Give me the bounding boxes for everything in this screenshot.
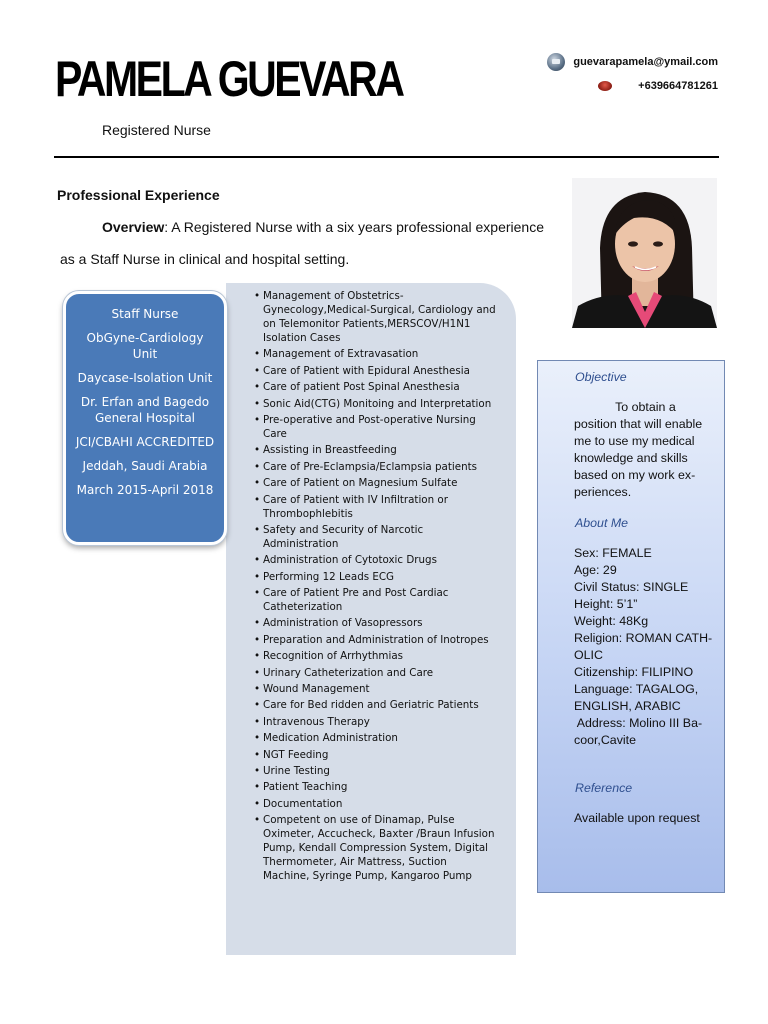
job-card-line: March 2015-April 2018: [76, 483, 214, 497]
about-heading: About Me: [575, 516, 629, 530]
sidebar-text-line: Language: TAGALOG,: [574, 682, 699, 696]
overview-line-1: [102, 219, 544, 235]
header-divider: [54, 156, 719, 158]
job-card-line: Jeddah, Saudi Arabia: [82, 459, 208, 473]
duty-item: • Care of Patient on Magnesium Sulfate: [256, 476, 496, 490]
duty-item: • Management of Obstetrics-Gynecology,Medical-Surgical, Cardiology and on Telemonitor Patients,MERSCOV/H1N1 Isolation Cases: [256, 289, 496, 345]
sidebar-text-line: periences.: [574, 485, 632, 499]
duty-item: • Care of Pre-Eclampsia/Eclampsia patients: [256, 460, 496, 474]
job-card: [63, 291, 227, 545]
duty-item: • Assisting in Breastfeeding: [256, 443, 496, 457]
job-role: Registered Nurse: [102, 122, 211, 138]
duty-item: • Preparation and Administration of Inotropes: [256, 633, 496, 647]
sidebar-text-line: Age: 29: [574, 563, 617, 577]
duty-item: • Pre-operative and Post-operative Nursing Care: [256, 413, 496, 441]
duty-item: • Safety and Security of Narcotic Administration: [256, 523, 496, 551]
about-text: [574, 545, 713, 749]
duty-item: • Sonic Aid(CTG) Monitoing and Interpretation: [256, 397, 496, 411]
job-card-line: Daycase-Isolation Unit: [77, 371, 213, 385]
overview-text-1: : A Registered Nurse with a six years professional experience: [164, 219, 545, 235]
email-text: guevarapamela@ymail.com: [573, 56, 718, 68]
reference-heading: Reference: [575, 781, 633, 795]
duty-item: • Administration of Cytotoxic Drugs: [256, 553, 496, 567]
sidebar-text-line: Sex: FEMALE: [574, 546, 652, 560]
duty-item: • Administration of Vasopressors: [256, 616, 496, 630]
duty-item: • Urine Testing: [256, 764, 496, 778]
duty-item: • Performing 12 Leads ECG: [256, 570, 496, 584]
portrait-image: [572, 178, 717, 328]
duty-item: • Competent on use of Dinamap, Pulse Oximeter, Accucheck, Baxter /Braun Infusion Pump, Kendall Compression System, Digital Thermometer, Air Mattress, Suction Machine, Syringe Pump, Kangaroo Pump: [256, 813, 496, 883]
duty-item: • Medication Administration: [256, 731, 496, 745]
sidebar-text-line: Address: Molino III Ba-: [574, 716, 703, 730]
sidebar-text-line: OLIC: [574, 648, 603, 662]
duty-item: • Care of patient Post Spinal Anesthesia: [256, 380, 496, 394]
duty-item: • Documentation: [256, 797, 496, 811]
job-card-line: JCI/CBAHI ACCREDITED: [75, 435, 215, 449]
duty-item: • Care of Patient Pre and Post Cardiac Catheterization: [256, 586, 496, 614]
duty-item: • Care of Patient with Epidural Anesthesia: [256, 364, 496, 378]
duty-item: • Care for Bed ridden and Geriatric Patients: [256, 698, 496, 712]
phone-icon: [598, 81, 612, 91]
objective-heading: Objective: [575, 370, 627, 384]
overview-line-2: as a Staff Nurse in clinical and hospital setting.: [60, 251, 350, 267]
sidebar-text-line: Citizenship: FILIPINO: [574, 665, 694, 679]
job-card-line: ObGyne-Cardiology Unit: [86, 331, 204, 361]
email-icon: [547, 53, 565, 71]
sidebar-text-line: Height: 5’1”: [574, 597, 638, 611]
applicant-name: PAMELA GUEVARA: [55, 51, 403, 107]
phone-text: +639664781261: [638, 80, 718, 92]
duty-item: • Intravenous Therapy: [256, 715, 496, 729]
section-title-experience: Professional Experience: [57, 187, 220, 203]
sidebar-text-line: knowledge and skills: [574, 451, 688, 465]
duty-item: • NGT Feeding: [256, 748, 496, 762]
overview-label: Overview: [102, 219, 165, 235]
sidebar-text-line: To obtain a: [574, 400, 676, 414]
duty-item: • Patient Teaching: [256, 780, 496, 794]
sidebar-text-line: Civil Status: SINGLE: [574, 580, 689, 594]
objective-text: [574, 399, 710, 501]
sidebar-text-line: coor,Cavite: [574, 733, 636, 747]
job-card-line: Dr. Erfan and Bagedo General Hospital: [80, 395, 210, 425]
sidebar-text-line: position that will enable: [574, 417, 703, 431]
job-card-line: Staff Nurse: [111, 307, 179, 321]
sidebar-text-line: based on my work ex-: [574, 468, 696, 482]
sidebar-text-line: Weight: 48Kg: [574, 614, 649, 628]
duty-item: • Wound Management: [256, 682, 496, 696]
duties-list: [256, 289, 496, 886]
info-sidebar: [537, 360, 725, 893]
profile-photo: [572, 178, 717, 328]
email-contact: [547, 53, 718, 71]
duty-item: • Recognition of Arrhythmias: [256, 649, 496, 663]
sidebar-text-line: Religion: ROMAN CATH-: [574, 631, 713, 645]
duty-item: • Urinary Catheterization and Care: [256, 666, 496, 680]
phone-contact: [598, 80, 718, 92]
duty-item: • Care of Patient with IV Infiltration or Thrombophlebitis: [256, 493, 496, 521]
sidebar-text-line: ENGLISH, ARABIC: [574, 699, 681, 713]
reference-text: Available upon request: [574, 811, 700, 825]
duty-item: • Management of Extravasation: [256, 347, 496, 361]
sidebar-text-line: me to use my medical: [574, 434, 695, 448]
